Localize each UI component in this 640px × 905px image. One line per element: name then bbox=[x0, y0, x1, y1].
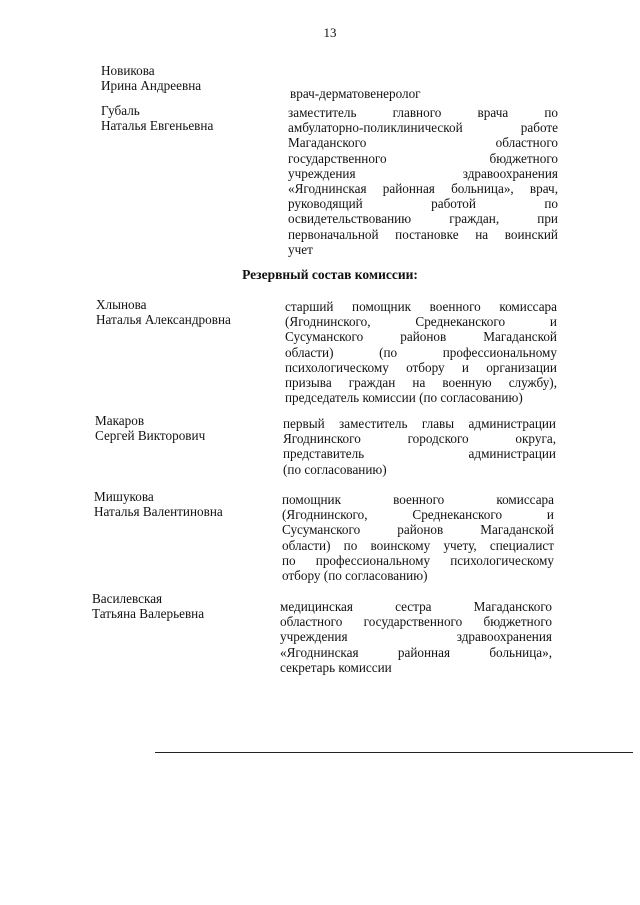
surname: Макаров bbox=[95, 413, 145, 428]
member-name bbox=[101, 103, 213, 133]
member-role bbox=[283, 416, 556, 477]
member-role bbox=[288, 105, 558, 257]
role-line: учреждения здравоохранения bbox=[288, 165, 558, 181]
role-line: «Ягоднинская районная больница», bbox=[280, 644, 552, 660]
given-names: Наталья Евгеньевна bbox=[101, 118, 214, 134]
given-names: Татьяна Валерьевна bbox=[92, 606, 205, 622]
surname: Василевская bbox=[92, 591, 163, 606]
role-line: секретарь комиссии bbox=[280, 659, 392, 675]
role-line: старший помощник военного комиссара bbox=[285, 299, 557, 314]
role-line: (Ягоднинского, Среднеканского и bbox=[282, 507, 554, 523]
member-name bbox=[92, 591, 204, 621]
member-role bbox=[280, 599, 552, 675]
given-names: Ирина Андреевна bbox=[101, 78, 202, 94]
role-line: врач-дерматовенеролог bbox=[290, 86, 421, 101]
given-names: Сергей Викторович bbox=[95, 428, 206, 444]
role-line: председатель комиссии (по согласованию) bbox=[285, 390, 523, 406]
role-line: первый заместитель главы администрации bbox=[283, 416, 556, 431]
surname: Новикова bbox=[101, 63, 155, 78]
role-line: призыва граждан на военную службу), bbox=[285, 375, 557, 391]
role-line: помощник военного комиссара bbox=[282, 492, 554, 507]
role-line: области) по воинскому учету, специалист bbox=[282, 537, 554, 553]
role-line: (по согласованию) bbox=[283, 461, 387, 477]
surname: Губаль bbox=[101, 103, 140, 118]
given-names: Наталья Александровна bbox=[96, 312, 231, 328]
surname: Хлынова bbox=[96, 297, 147, 312]
divider-line bbox=[155, 752, 633, 753]
role-line: учреждения здравоохранения bbox=[280, 629, 552, 645]
role-line: руководящий работой по bbox=[288, 196, 558, 212]
role-line: психологическому отбору и организации bbox=[285, 359, 557, 375]
role-line: первоначальной постановке на воинский bbox=[288, 226, 558, 242]
given-names: Наталья Валентиновна bbox=[94, 504, 223, 520]
member-role bbox=[285, 299, 557, 405]
role-line: освидетельствованию граждан, при bbox=[288, 211, 558, 227]
role-line: учет bbox=[288, 241, 313, 257]
role-line: амбулаторно-поликлинической работе bbox=[288, 120, 558, 136]
role-line: государственного бюджетного bbox=[288, 150, 558, 166]
role-line: Сусуманского районов Магаданской bbox=[282, 522, 554, 538]
member-role bbox=[282, 492, 554, 583]
member-name bbox=[94, 489, 223, 519]
role-line: представитель администрации bbox=[283, 446, 556, 462]
role-line: медицинская сестра Магаданского bbox=[280, 599, 552, 614]
role-line: «Ягоднинская районная больница», врач, bbox=[288, 181, 558, 197]
member-role bbox=[290, 86, 558, 101]
member-name bbox=[95, 413, 205, 443]
role-line: областного государственного бюджетного bbox=[280, 614, 552, 630]
role-line: по профессиональному психологическому bbox=[282, 552, 554, 568]
member-name bbox=[96, 297, 231, 327]
role-line: Ягоднинского городского округа, bbox=[283, 431, 556, 447]
member-name bbox=[101, 63, 201, 93]
role-line: Сусуманского районов Магаданской bbox=[285, 329, 557, 345]
reserve-section-title: Резервный состав комиссии: bbox=[242, 267, 418, 282]
role-line: отбору (по согласованию) bbox=[282, 568, 428, 584]
role-line: заместитель главного врача по bbox=[288, 105, 558, 120]
role-line: Магаданского областного bbox=[288, 135, 558, 151]
role-line: (Ягоднинского, Среднеканского и bbox=[285, 314, 557, 330]
role-line: области) (по профессиональному bbox=[285, 344, 557, 360]
surname: Мишукова bbox=[94, 489, 154, 504]
page-number: 13 bbox=[323, 25, 337, 40]
